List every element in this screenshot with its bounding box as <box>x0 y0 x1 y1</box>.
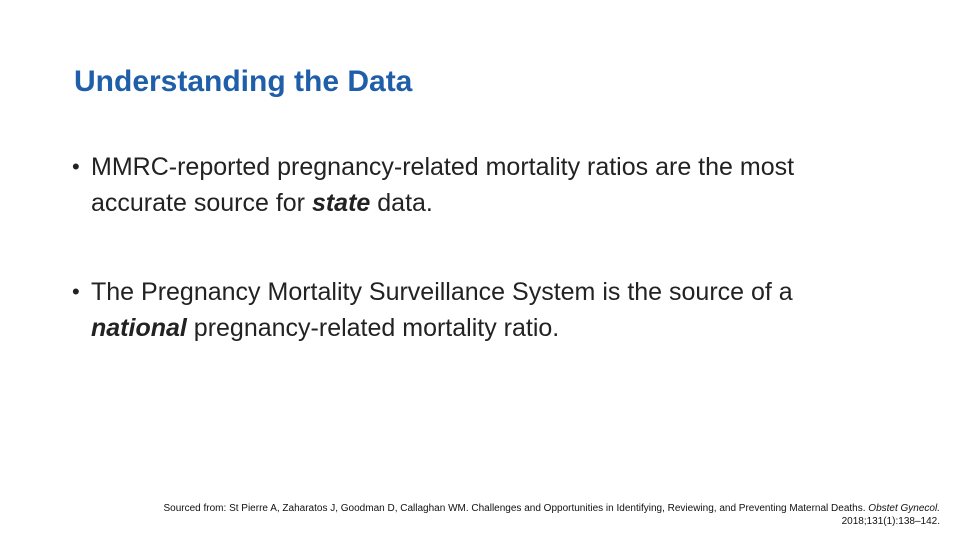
bullet-item-national-ratio <box>72 274 892 346</box>
bullet-text-end: pregnancy-related mortality ratio. <box>186 314 560 342</box>
footnote-journal: Obstet Gynecol. <box>868 503 940 514</box>
bullet-emphasis-national: national <box>91 314 187 342</box>
bullet-text-start: MMRC-reported pregnancy-related mortality ratios are the most accurate source for <box>91 153 795 217</box>
bullet-text-start: The Pregnancy Mortality Surveillance System is the source of a <box>91 278 793 306</box>
slide-title: Understanding the Data <box>74 65 413 98</box>
bullet-marker: • <box>72 279 80 304</box>
bullet-text-end: data. <box>370 189 433 217</box>
bullet-marker: • <box>72 154 80 179</box>
footnote-citation: 2018;131(1):138–142. <box>841 516 940 527</box>
bullet-item-state-data <box>72 149 892 221</box>
footnote-text: Sourced from: St Pierre A, Zaharatos J, Goodman D, Callaghan WM. Challenges and Opportunities in Identifying, Reviewing, and Preventing Maternal Deaths. <box>163 503 866 514</box>
bullet-emphasis-state: state <box>311 189 371 217</box>
source-footnote <box>120 502 940 528</box>
bullet-list <box>72 149 892 346</box>
